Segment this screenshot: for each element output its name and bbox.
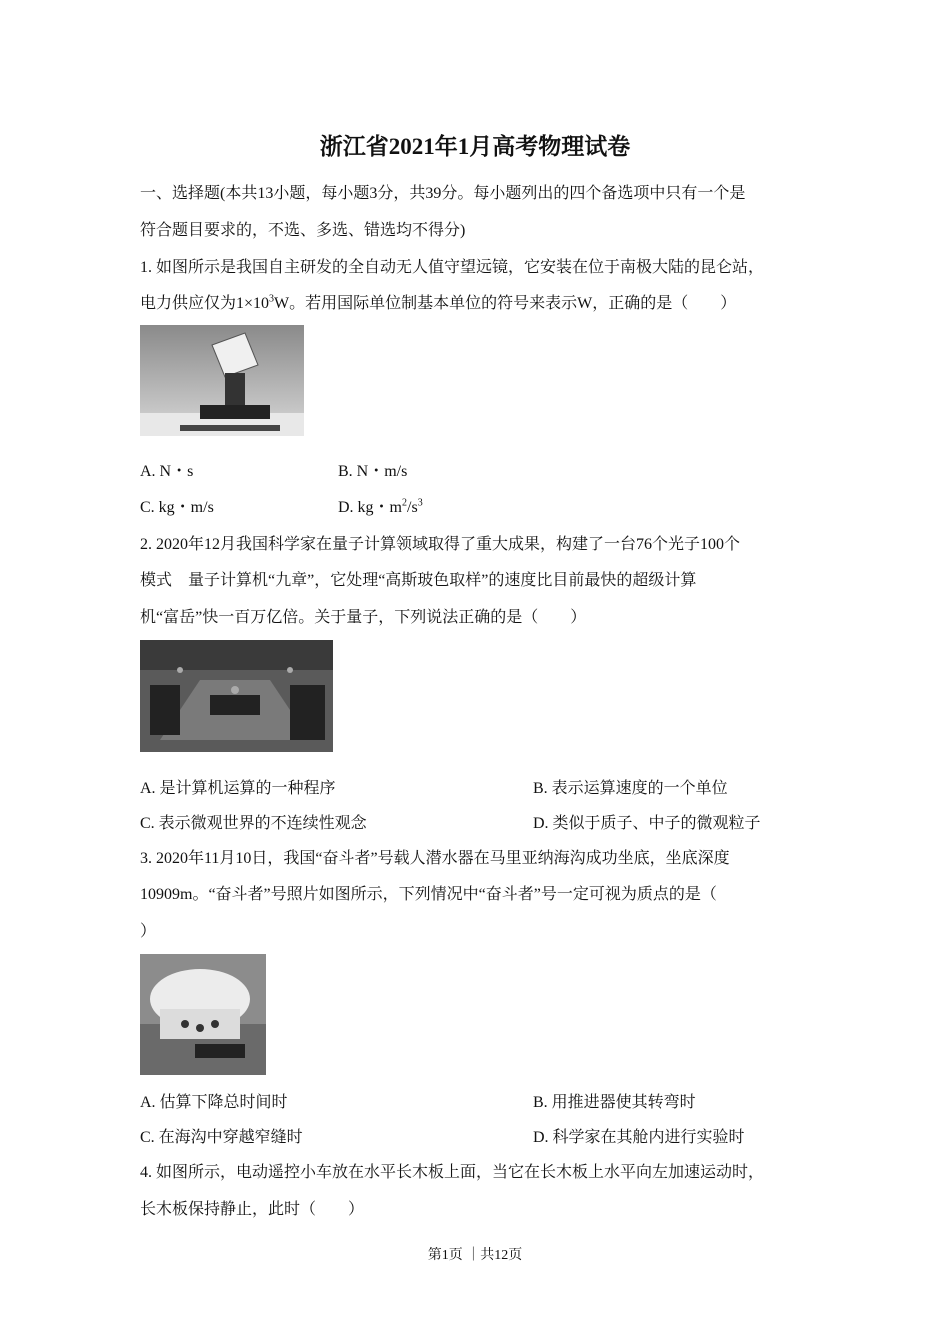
q3-option-b: B. 用推进器使其转弯时 xyxy=(533,1094,696,1111)
q2-option-a: A. 是计算机运算的一种程序 xyxy=(140,780,336,797)
q2-text: 2. 2020年12月我国科学家在量子计算领域取得了重大成果，构建了一台76个光子100个 xyxy=(140,536,741,553)
q3-option-d: D. 科学家在其舱内进行实验时 xyxy=(533,1129,745,1146)
q1-option-d xyxy=(338,498,423,518)
q1-option-c: C. kg・m/s xyxy=(140,499,214,516)
page-title: 浙江省2021年1月高考物理试卷 xyxy=(319,134,631,159)
option-exp: 3 xyxy=(417,497,423,509)
q1-text xyxy=(140,294,736,314)
q2-text: 机“富岳”快一百万亿倍。关于量子，下列说法正确的是（ ） xyxy=(140,609,587,626)
option-text: /s xyxy=(407,499,418,516)
quantum-computer-image xyxy=(140,640,333,752)
q3-option-c: C. 在海沟中穿越窄缝时 xyxy=(140,1129,303,1146)
q2-option-d: D. 类似于质子、中子的微观粒子 xyxy=(533,815,761,832)
q3-option-a: A. 估算下降总时间时 xyxy=(140,1094,288,1111)
submersible-image xyxy=(140,954,266,1075)
q4-text: 4. 如图所示，电动遥控小车放在水平长木板上面，当它在长木板上水平向左加速运动时， xyxy=(140,1164,765,1181)
q2-option-b: B. 表示运算速度的一个单位 xyxy=(533,780,728,797)
section-heading-cont: 符合题目要求的，不选、多选、错选均不得分) xyxy=(140,222,466,239)
q1-exponent: 3 xyxy=(269,293,275,305)
q1-text-part: 电力供应仅为1×10 xyxy=(140,295,270,312)
q1-option-a: A. N・s xyxy=(140,463,194,480)
q3-text: ） xyxy=(140,923,157,940)
q1-text: 1. 如图所示是我国自主研发的全自动无人值守望远镜，它安装在位于南极大陆的昆仑站， xyxy=(140,259,765,276)
option-exp: 2 xyxy=(402,497,408,509)
section-heading: 一、选择题(本共13小题，每小题3分，共39分。每小题列出的四个备选项中只有一个是 xyxy=(140,185,746,202)
q2-text: 模式 量子计算机“九章”，它处理“高斯玻色取样”的速度比目前最快的超级计算 xyxy=(140,572,697,589)
q4-text: 长木板保持静止，此时（ ） xyxy=(140,1201,365,1218)
q3-text: 10909m。“奋斗者”号照片如图所示，下列情况中“奋斗者”号一定可视为质点的是（ xyxy=(140,886,717,903)
q3-text: 3. 2020年11月10日，我国“奋斗者”号载人潜水器在马里亚纳海沟成功坐底，坐底深度 xyxy=(140,850,730,867)
q1-text-part: W。若用国际单位制基本单位的符号来表示W，正确的是（ ） xyxy=(274,295,737,312)
q2-option-c: C. 表示微观世界的不连续性观念 xyxy=(140,815,367,832)
option-text: D. kg・m xyxy=(338,499,403,516)
page-footer: 第1页 ｜共12页 xyxy=(427,1248,523,1263)
q1-option-b: B. N・m/s xyxy=(338,463,408,480)
telescope-image xyxy=(140,325,304,436)
